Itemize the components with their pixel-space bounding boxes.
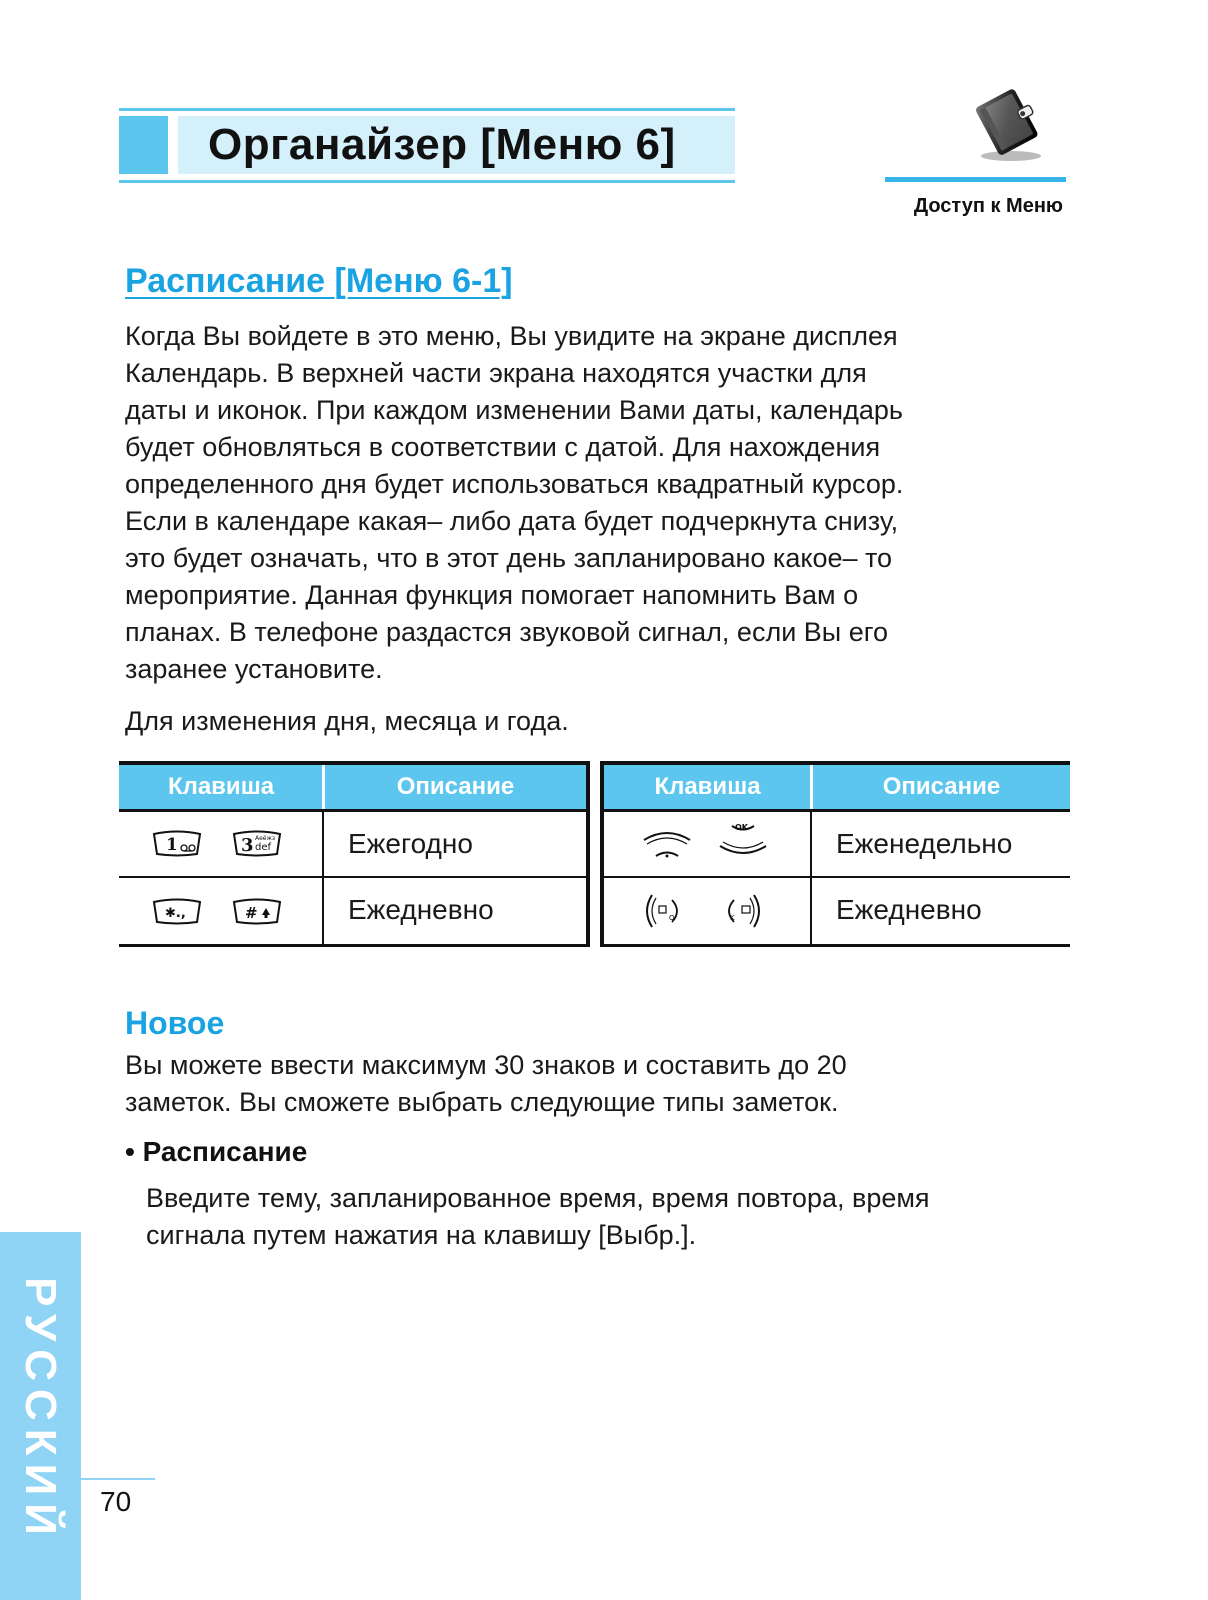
key-1-icon bbox=[151, 828, 203, 858]
intro-line: Если в календаре какая– либо дата будет подчеркнута снизу, bbox=[125, 506, 899, 536]
svg-text:Аеёжз: Аеёжз bbox=[255, 835, 276, 842]
table-bottom-rule bbox=[604, 944, 1070, 947]
column-header-key: Клавиша bbox=[167, 773, 275, 800]
table-header-row bbox=[119, 765, 586, 809]
intro-line: это будет означать, что в этот день запланировано какое– то bbox=[125, 543, 893, 573]
key-table-right bbox=[604, 761, 1070, 947]
language-tab-label: РУССКИЙ bbox=[16, 1277, 65, 1543]
new-line: Вы можете ввести максимум 30 знаков и составить до 20 bbox=[125, 1050, 847, 1080]
nav-down-icon bbox=[716, 820, 770, 862]
svg-text:#: # bbox=[245, 904, 258, 922]
nav-right-icon bbox=[720, 892, 764, 930]
intro-paragraph bbox=[125, 318, 1085, 688]
intro-line: Когда Вы войдете в это меню, Вы увидите на экране дисплея bbox=[125, 321, 898, 351]
intro-line: даты и иконок. При каждом изменении Вами даты, календарь bbox=[125, 395, 903, 425]
bullet-heading-schedule: • Расписание bbox=[125, 1136, 308, 1167]
header-accent-block bbox=[119, 116, 168, 174]
svg-text:OK: OK bbox=[735, 823, 748, 832]
bullet-line: сигнала путем нажатия на клавишу [Выбр.]. bbox=[146, 1220, 697, 1250]
column-header-key: Клавиша bbox=[654, 773, 761, 800]
key-star-icon bbox=[151, 896, 203, 926]
key-3-icon bbox=[231, 828, 283, 858]
header-rule-bottom bbox=[119, 180, 735, 183]
table-cell-description: Ежедневно bbox=[836, 894, 982, 925]
intro-line: Календарь. В верхней части экрана находятся участки для bbox=[125, 358, 867, 388]
page-number-rule bbox=[81, 1478, 155, 1480]
intro-line: планах. В телефоне раздастся звуковой сигнал, если Вы его bbox=[125, 617, 888, 647]
access-rule bbox=[885, 177, 1066, 182]
bullet-paragraph bbox=[146, 1180, 1076, 1254]
nav-up-icon bbox=[640, 826, 694, 862]
subheading-new: Новое bbox=[125, 1005, 225, 1041]
intro-line: мероприятие. Данная функция помогает напомнить Вам о bbox=[125, 580, 859, 610]
organizer-icon bbox=[967, 80, 1051, 164]
table-separator bbox=[586, 761, 604, 947]
column-header-description: Описание bbox=[396, 773, 515, 800]
intro-line: определенного дня будет использоваться квадратный курсор. bbox=[125, 469, 904, 499]
svg-text:3: 3 bbox=[241, 835, 254, 856]
section-title: Расписание [Меню 6-1] bbox=[125, 262, 513, 300]
svg-text:K: K bbox=[730, 914, 735, 922]
page-number: 70 bbox=[100, 1486, 132, 1517]
svg-text:O: O bbox=[669, 914, 675, 922]
change-instruction: Для изменения дня, месяца и года. bbox=[125, 706, 569, 736]
header-rule-top bbox=[119, 108, 735, 111]
key-table-left bbox=[119, 761, 586, 947]
table-row-keys bbox=[604, 878, 810, 942]
table-header-row bbox=[604, 765, 1070, 809]
key-hash-icon bbox=[231, 896, 283, 926]
nav-left-icon bbox=[642, 892, 686, 930]
table-row-keys bbox=[604, 812, 810, 876]
bullet-line: Введите тему, запланированное время, время повтора, время bbox=[146, 1183, 930, 1213]
new-line: заметок. Вы сможете выбрать следующие типы заметок. bbox=[125, 1087, 839, 1117]
table-cell-description: Еженедельно bbox=[836, 828, 1013, 859]
table-cell-description: Ежедневно bbox=[348, 894, 494, 925]
table-cell-description: Ежегодно bbox=[348, 828, 473, 859]
intro-line: будет обновляться в соответствии с датой. Для нахождения bbox=[125, 432, 881, 462]
column-header-description: Описание bbox=[882, 773, 1001, 800]
table-row-keys bbox=[119, 812, 322, 876]
svg-text:def: def bbox=[255, 842, 272, 853]
page-title: Органайзер [Меню 6] bbox=[208, 120, 676, 169]
table-bottom-rule bbox=[119, 944, 586, 947]
table-row-keys bbox=[119, 878, 322, 942]
intro-line: заранее установите. bbox=[125, 654, 383, 684]
new-paragraph bbox=[125, 1047, 1085, 1121]
svg-text:✱.,: ✱., bbox=[165, 906, 186, 921]
svg-text:1: 1 bbox=[166, 835, 178, 855]
access-label: Доступ к Меню bbox=[913, 195, 1063, 217]
